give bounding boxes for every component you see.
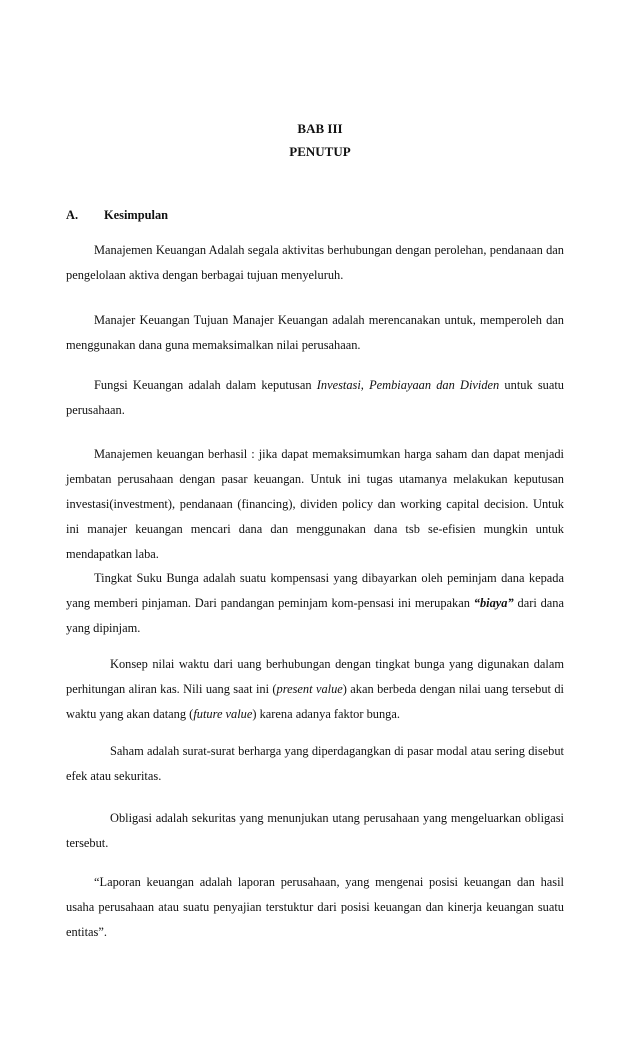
paragraph-manajemen-keuangan (66, 238, 564, 288)
paragraph-laporan-keuangan (66, 870, 564, 945)
paragraph-text-segment: Manajemen keuangan berhasil : jika dapat memaksimumkan harga saham dan dapat menjadi jembatan perusahaan dengan pasar keuangan. Untuk ini tugas utamanya melakukan keputusan investasi(investment), pendanaan (financing), dividen policy dan working capital decision. Untuk ini manajer keuangan mencari dana dan menggunakan dana tsb se-efisien mungkin untuk mendapatkan laba. (66, 447, 564, 561)
paragraph-manajemen-berhasil (66, 442, 564, 567)
section-title: Kesimpulan (104, 208, 169, 222)
paragraph-text-segment: Manajemen Keuangan Adalah segala aktivitas berhubungan dengan perolehan, pendanaan dan pengelolaan aktiva dengan berbagai tujuan menyeluruh. (66, 243, 564, 282)
chapter-title: PENUTUP (289, 144, 351, 159)
paragraph-text-segment: Obligasi adalah sekuritas yang menunjukan utang perusahaan yang mengeluarkan obligasi tersebut. (66, 811, 564, 850)
section-letter: A. (66, 208, 79, 222)
paragraph-text-segment: Investasi, Pembiayaan dan Dividen (316, 378, 500, 392)
paragraph-text-segment: “Laporan keuangan adalah laporan perusahaan, yang mengenai posisi keuangan dan hasil usaha perusahaan atau suatu penyajian terstuktur dari posisi keuangan dan kinerja keuangan suatu entitas”. (66, 875, 564, 939)
paragraph-text-segment: Fungsi Keuangan adalah dalam keputusan (94, 378, 317, 392)
paragraph-text-segment: untuk suatu perusahaan. (66, 378, 564, 417)
paragraph-tingkat-suku-bunga (66, 566, 564, 641)
paragraph-manajer-keuangan (66, 308, 564, 358)
paragraph-text-segment: present value (276, 682, 343, 696)
paragraph-text-segment: “biaya” (473, 596, 514, 610)
paragraph-text-segment: ) akan berbeda dengan nilai uang tersebut di waktu yang akan datang ( (66, 682, 564, 721)
paragraph-text-segment: Manajer Keuangan Tujuan Manajer Keuangan adalah merencanakan untuk, memperoleh dan menggunakan dana guna memaksimalkan nilai perusahaan. (66, 313, 564, 352)
section-heading (66, 208, 168, 223)
paragraph-obligasi (66, 806, 564, 856)
paragraph-saham (66, 739, 564, 789)
paragraph-text-segment: Tingkat Suku Bunga adalah suatu kompensasi yang dibayarkan oleh peminjam dana kepada yang memberi pinjaman. Dari pandangan peminjam kom-pensasi ini merupakan (66, 571, 564, 610)
paragraph-text-segment: ) karena adanya faktor bunga. (252, 707, 400, 721)
paragraph-text-segment: Saham adalah surat-surat berharga yang diperdagangkan di pasar modal atau sering disebut efek atau sekuritas. (66, 744, 564, 783)
paragraph-text-segment: dari dana yang dipinjam. (66, 596, 564, 635)
paragraph-fungsi-keuangan (66, 373, 564, 423)
paragraph-konsep-nilai-waktu (66, 652, 564, 727)
chapter-number: BAB III (297, 121, 343, 136)
paragraph-text-segment: future value (193, 707, 253, 721)
paragraph-text-segment: Konsep nilai waktu dari uang berhubungan dengan tingkat bunga yang digunakan dalam perhitungan aliran kas. Nili uang saat ini ( (66, 657, 564, 696)
